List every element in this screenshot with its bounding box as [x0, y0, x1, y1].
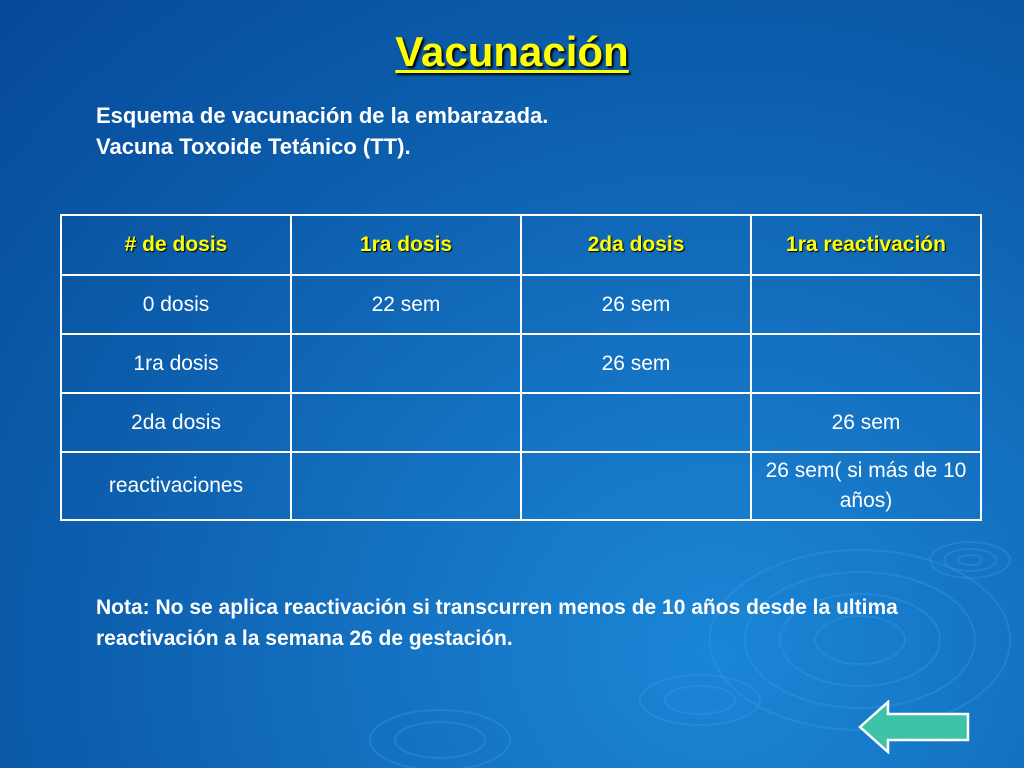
table-cell: 26 sem — [521, 275, 751, 334]
footnote: Nota: No se aplica reactivación si transcurren menos de 10 años desde la ultima reactivación a la semana 26 de gestación. — [96, 596, 898, 650]
table-cell: 2da dosis — [61, 393, 291, 452]
header-cell: # de dosis — [61, 215, 291, 275]
table-cell: 22 sem — [291, 275, 521, 334]
table-row — [61, 452, 981, 520]
table-cell — [751, 334, 981, 393]
back-arrow-icon[interactable] — [858, 700, 970, 754]
slide-subtitle — [96, 100, 548, 162]
slide-title: Vacunación — [395, 28, 629, 75]
table-row — [61, 334, 981, 393]
vaccination-schedule-table — [60, 214, 982, 521]
header-cell: 1ra dosis — [291, 215, 521, 275]
table-cell: 26 sem — [751, 393, 981, 452]
table-cell — [521, 452, 751, 520]
table-cell: 1ra dosis — [61, 334, 291, 393]
header-cell: 2da dosis — [521, 215, 751, 275]
table-cell: 26 sem( si más de 10 años) — [751, 452, 981, 520]
subtitle-line: Vacuna Toxoide Tetánico (TT). — [96, 134, 411, 159]
table-header-row — [61, 215, 981, 275]
subtitle-line: Esquema de vacunación de la embarazada. — [96, 103, 549, 128]
table-row — [61, 275, 981, 334]
table-cell — [751, 275, 981, 334]
table-cell: reactivaciones — [61, 452, 291, 520]
table-cell — [291, 393, 521, 452]
table-cell: 26 sem — [521, 334, 751, 393]
table-cell — [521, 393, 751, 452]
table-cell — [291, 452, 521, 520]
table-cell: 0 dosis — [61, 275, 291, 334]
table-cell — [291, 334, 521, 393]
header-cell: 1ra reactivación — [751, 215, 981, 275]
table-row — [61, 393, 981, 452]
